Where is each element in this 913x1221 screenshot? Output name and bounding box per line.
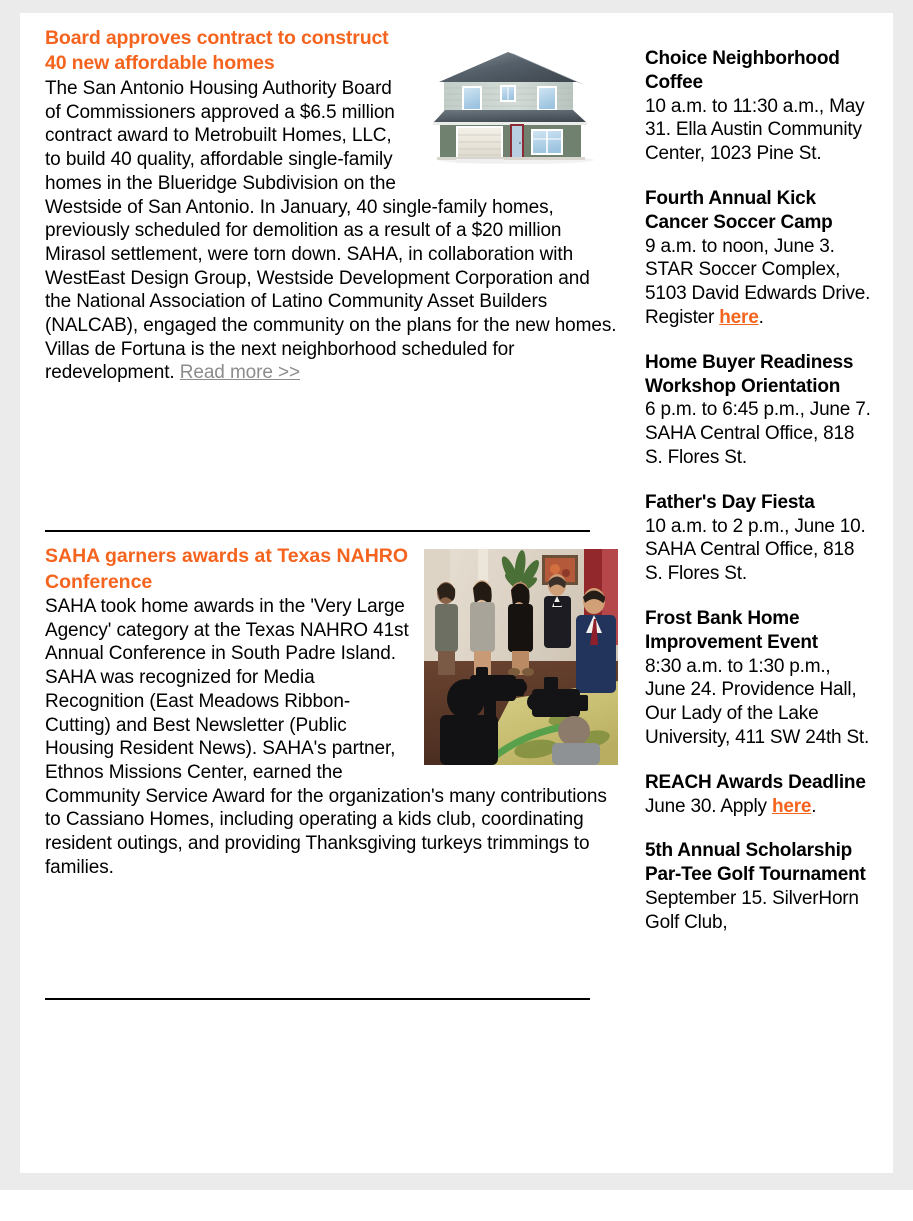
event-detail [645, 398, 875, 469]
events-sidebar [645, 47, 875, 935]
event-title: Fourth Annual Kick Cancer Soccer Camp [645, 187, 833, 233]
event-detail [645, 515, 875, 586]
event-item [645, 771, 875, 819]
newsletter-columns [20, 13, 893, 1173]
press-conference-photo-icon [424, 549, 618, 765]
event-item [645, 351, 875, 470]
event-detail [645, 655, 875, 750]
affordable-home-rendering-image [415, 38, 618, 188]
event-detail-text: 6 p.m. to 6:45 p.m., June 7. SAHA Central Office, 818 S. Flores St. [645, 399, 871, 468]
event-detail-text: 10 a.m. to 2 p.m., June 10. SAHA Central Office, 818 S. Flores St. [645, 515, 866, 585]
newsletter-card [20, 13, 893, 1173]
event-item [645, 47, 875, 166]
event-register-link[interactable]: here [719, 306, 759, 328]
nahro-press-conference-image [424, 549, 618, 765]
event-item [645, 187, 875, 330]
event-title: Choice Neighborhood Coffee [645, 48, 840, 93]
main-content-column [45, 26, 618, 385]
house-illustration-icon [415, 38, 618, 188]
event-detail-tail: . [758, 306, 764, 328]
event-apply-link[interactable]: here [771, 795, 812, 817]
article-2-title: SAHA garners awards at Texas NAHRO Conference [45, 545, 409, 593]
event-title: 5th Annual Scholarship Par-Tee Golf Tournament [645, 840, 866, 886]
event-detail-text: 9 a.m. to noon, June 3. STAR Soccer Complex, 5103 David Edwards Drive. Register [645, 235, 871, 328]
event-detail [645, 95, 875, 166]
event-title: Father's Day Fiesta [645, 491, 815, 513]
event-detail-tail: . [811, 795, 817, 817]
event-detail-text: 10 a.m. to 11:30 a.m., May 31. Ella Austin Community Center, 1023 Pine St. [645, 95, 865, 165]
article-2 [45, 544, 618, 879]
event-item [645, 491, 875, 586]
event-title: REACH Awards Deadline [645, 771, 866, 793]
event-detail [645, 795, 875, 819]
event-detail-text: June 30. Apply [645, 795, 772, 817]
section-divider-2 [45, 998, 590, 1000]
article-1-title: Board approves contract to construct 40 new affordable homes [45, 27, 389, 74]
event-title: Frost Bank Home Improvement Event [645, 607, 818, 653]
event-detail [645, 887, 875, 935]
article-2-body: SAHA took home awards in the 'Very Large Agency' category at the Texas NAHRO 41st Annual Conference in South Padre Island. SAHA was recognized for Media Recognition (East Meadows Ribbon-Cutting) and Best Newsletter (Public Housing Resident News). SAHA's partner, Ethnos Missions Center, earned the Community Service Award for the organization's many contributions to Cassiano Homes, including operating a kids club, coordinating resident outings, and providing Thanksgiving turkeys trimmings to families. [45, 596, 607, 878]
event-detail [645, 235, 875, 330]
event-detail-text: 8:30 a.m. to 1:30 p.m., June 24. Providence Hall, Our Lady of the Lake University, 411 SW 24th St. [645, 655, 870, 748]
event-item [645, 839, 875, 934]
event-detail-text: September 15. SilverHorn Golf Club, [645, 887, 859, 933]
article-1-read-more-link[interactable]: Read more >> [179, 362, 301, 384]
section-divider-1 [45, 530, 590, 532]
article-1-body-text: The San Antonio Housing Authority Board of Commissioners approved a $6.5 million contract award to Metrobuilt Homes, LLC, to build 40 quality, affordable single-family homes in the Blueridge Subdivision on the Westside of San Antonio. In January, 40 single-family homes, previously scheduled for demolition as a result of a $20 million Mirasol settlement, were torn down. SAHA, in collaboration with WestEast Design Group, Westside Development Corporation and the National Association of Latino Community Asset Builders (NALCAB), engaged the community on the plans for the new homes. Villas de Fortuna is the next neighborhood scheduled for redevelopment. [45, 78, 617, 384]
event-item [645, 607, 875, 750]
event-title: Home Buyer Readiness Workshop Orientation [645, 351, 854, 397]
